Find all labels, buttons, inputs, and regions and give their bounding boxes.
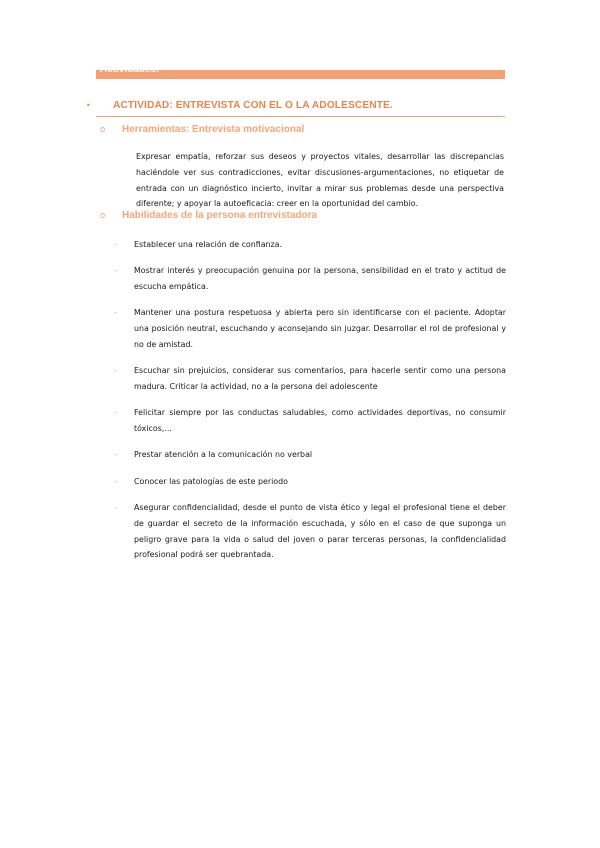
list-item: [114, 305, 506, 352]
dash-bullet-icon: -: [114, 503, 117, 513]
list-item-text: Mostrar interés y preocupación genuina por la persona, sensibilidad en el trato y actitud de escucha empática.: [134, 266, 506, 292]
list-item: [114, 237, 506, 253]
tools-title: Herramientas: Entrevista motivacional: [122, 124, 305, 135]
section-banner: [96, 64, 505, 79]
list-item-text: Asegurar confidencialidad, desde el punto de vista ético y legal el profesional tiene el deber de guardar el secreto de la información escuchada, y sólo en el caso de que suponga un peligro grave para la vida o salud del joven o parar terceras personas, la confidencialidad profesional podrá ser quebrantada.: [134, 503, 506, 560]
dash-bullet-icon: -: [114, 408, 117, 418]
list-item-text: Establecer una relación de confianza.: [134, 240, 283, 249]
dash-bullet-icon: -: [114, 450, 117, 460]
list-item: [114, 263, 506, 295]
bullet-icon: •: [86, 101, 91, 110]
dash-bullet-icon: -: [114, 476, 117, 486]
heading-divider: [96, 116, 505, 117]
list-item-text: Felicitar siempre por las conductas saludables, como actividades deportivas, no consumir tóxicos,...: [134, 408, 506, 434]
dash-bullet-icon: -: [114, 266, 117, 276]
circle-bullet-icon: o: [100, 125, 106, 135]
skills-title: Habilidades de la persona entrevistadora: [122, 210, 318, 221]
list-item-text: Mantener una postura respetuosa y abierta pero sin identificarse con el paciente. Adoptar una posición neutral, escuchando y aconsejando sin juzgar. Desarrollar el rol de profesional y no de amistad.: [134, 308, 506, 349]
list-item-text: Prestar atención a la comunicación no verbal: [134, 450, 313, 460]
dash-bullet-icon: -: [114, 308, 117, 318]
list-item: [114, 447, 506, 463]
list-item: [114, 500, 506, 563]
list-item: [114, 474, 506, 490]
list-item: [114, 363, 506, 395]
activity-title: ACTIVIDAD: ENTREVISTA CON EL O LA ADOLESCENTE.: [113, 100, 393, 111]
skills-list: [114, 237, 506, 574]
circle-bullet-icon: o: [100, 211, 106, 221]
list-item: [114, 405, 506, 437]
dash-bullet-icon: -: [114, 366, 117, 376]
list-item-text: Escuchar sin prejuicios, considerar sus comentarios, para hacerle sentir como una persona madura. Criticar la actividad, no a la persona del adolescente: [134, 366, 506, 392]
list-item-text: Conocer las patologías de este periodo: [134, 476, 288, 486]
tools-description: Expresar empatía, reforzar sus deseos y proyectos vitales, desarrollar las discrepancias haciéndole ver sus contradicciones, evitar discusiones-argumentaciones, no etiquetar de entrada con un diagnóstico incierto, invitar a mirar sus problemas desde una perspectiva diferente; y apoyar la autoeficacia: creer en la oportunidad del cambio.: [136, 152, 504, 209]
banner-title: Actividades:: [100, 64, 160, 75]
dash-bullet-icon: -: [114, 240, 117, 249]
activity-heading: [86, 99, 506, 117]
